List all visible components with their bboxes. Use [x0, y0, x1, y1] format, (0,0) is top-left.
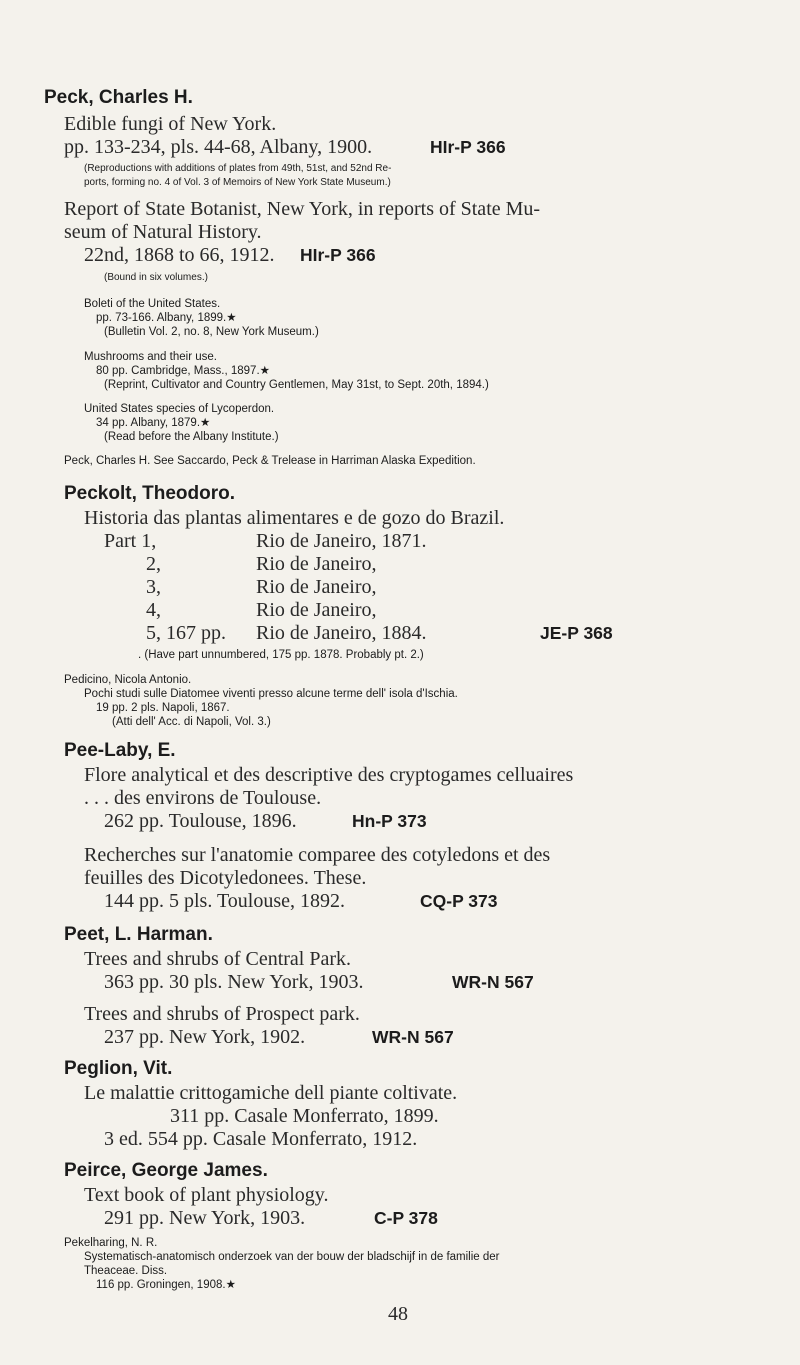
peglion-pub1: 311 pp. Casale Monferrato, 1899. [170, 1105, 439, 1127]
peet-w1-title: Trees and shrubs of Central Park. [84, 948, 352, 970]
peelaby-w2-pub: 144 pp. 5 pls. Toulouse, 1892. [104, 890, 346, 912]
peck-name: Peck, Charles H. [44, 87, 193, 108]
peirce-name: Peirce, George James. [64, 1160, 268, 1181]
peck-w1-title: Edible fungi of New York. [64, 113, 277, 135]
peck-w5-note: (Read before the Albany Institute.) [104, 431, 279, 443]
peglion-name: Peglion, Vit. [64, 1058, 173, 1079]
peirce-title: Text book of plant physiology. [84, 1184, 329, 1206]
pekel-title: Systematisch-anatomisch onderzoek van der bouw der bladschijf in de familie der [84, 1251, 500, 1263]
peck-w5-pub: 34 pp. Albany, 1879.★ [96, 417, 211, 429]
pedicino-pub: 19 pp. 2 pls. Napoli, 1867. [96, 702, 230, 714]
peckolt-p2: 2, [146, 553, 161, 575]
peck-w3-note: (Bulletin Vol. 2, no. 8, New York Museum.) [104, 326, 319, 338]
page-number: 48 [388, 1303, 408, 1325]
peet-w2-call: WR-N 567 [372, 1027, 454, 1047]
peck-w1-pub: pp. 133-234, pls. 44-68, Albany, 1900. [64, 136, 373, 158]
peckolt-p4: 4, [146, 599, 161, 621]
peet-w1-call: WR-N 567 [452, 972, 534, 992]
peck-w2-note: (Bound in six volumes.) [104, 272, 208, 283]
peckolt-p1: Part 1, [104, 530, 157, 552]
peck-w2-call: HIr-P 366 [300, 245, 376, 265]
peck-w2-title1: Report of State Botanist, New York, in reports of State Mu- [64, 198, 541, 220]
peelaby-w1-title2: . . . des environs de Toulouse. [84, 787, 322, 809]
peelaby-w1-pub: 262 pp. Toulouse, 1896. [104, 810, 297, 832]
peck-w5-title: United States species of Lycoperdon. [84, 403, 275, 415]
peglion-pub2: 3 ed. 554 pp. Casale Monferrato, 1912. [104, 1128, 418, 1150]
peckolt-r2: Rio de Janeiro, [256, 553, 377, 575]
peck-w1-call: HIr-P 366 [430, 137, 506, 157]
peelaby-w1-title1: Flore analytical et des descriptive des cryptogames celluaires [84, 764, 574, 786]
peckolt-name: Peckolt, Theodoro. [64, 483, 236, 504]
peirce-call: C-P 378 [374, 1208, 438, 1228]
peelaby-w1-call: Hn-P 373 [352, 811, 427, 831]
pekel-name: Pekelharing, N. R. [64, 1237, 158, 1249]
pedicino-note: (Atti dell' Acc. di Napoli, Vol. 3.) [112, 716, 271, 728]
peckolt-r4: Rio de Janeiro, [256, 599, 377, 621]
peckolt-r1: Rio de Janeiro, 1871. [256, 530, 427, 552]
peck-w3-pub: pp. 73-166. Albany, 1899.★ [96, 312, 237, 324]
peck-w2-title2: seum of Natural History. [64, 221, 262, 243]
peet-w2-pub: 237 pp. New York, 1902. [104, 1026, 306, 1048]
peelaby-w2-call: CQ-P 373 [420, 891, 498, 911]
peck-w4-title: Mushrooms and their use. [84, 351, 217, 363]
peckolt-r5: Rio de Janeiro, 1884. [256, 622, 427, 644]
peelaby-w2-title1: Recherches sur l'anatomie comparee des cotyledons et des [84, 844, 551, 866]
peet-w2-title: Trees and shrubs of Prospect park. [84, 1003, 360, 1025]
peck-w4-pub: 80 pp. Cambridge, Mass., 1897.★ [96, 365, 270, 377]
peet-w1-pub: 363 pp. 30 pls. New York, 1903. [104, 971, 364, 993]
pekel-pub: 116 pp. Groningen, 1908.★ [96, 1279, 236, 1291]
peirce-pub: 291 pp. New York, 1903. [104, 1207, 306, 1229]
peckolt-note: . (Have part unnumbered, 175 pp. 1878. Probably pt. 2.) [138, 649, 424, 661]
peckolt-call: JE-P 368 [540, 623, 613, 643]
peelaby-w2-title2: feuilles des Dicotyledonees. These. [84, 867, 367, 889]
peck-w2-pub: 22nd, 1868 to 66, 1912. [84, 244, 275, 266]
peck-see: Peck, Charles H. See Saccardo, Peck & Trelease in Harriman Alaska Expedition. [64, 455, 476, 467]
peck-w3-title: Boleti of the United States. [84, 298, 221, 310]
peet-name: Peet, L. Harman. [64, 924, 213, 945]
peckolt-r3: Rio de Janeiro, [256, 576, 377, 598]
peckolt-p3: 3, [146, 576, 161, 598]
peelaby-name: Pee-Laby, E. [64, 740, 176, 761]
peck-w1-note1: (Reproductions with additions of plates from 49th, 51st, and 52nd Re- [84, 163, 392, 174]
peck-w1-note2: ports, forming no. 4 of Vol. 3 of Memoirs of New York State Museum.) [84, 177, 391, 188]
peckolt-title: Historia das plantas alimentares e de gozo do Brazil. [84, 507, 505, 529]
peglion-title: Le malattie crittogamiche dell piante coltivate. [84, 1082, 458, 1104]
pedicino-name: Pedicino, Nicola Antonio. [64, 674, 192, 686]
peckolt-p5: 5, 167 pp. [146, 622, 226, 644]
pekel-title2: Theaceae. Diss. [84, 1265, 168, 1277]
peck-w4-note: (Reprint, Cultivator and Country Gentlemen, May 31st, to Sept. 20th, 1894.) [104, 379, 489, 391]
pedicino-title: Pochi studi sulle Diatomee viventi presso alcune terme dell' isola d'Ischia. [84, 688, 458, 700]
